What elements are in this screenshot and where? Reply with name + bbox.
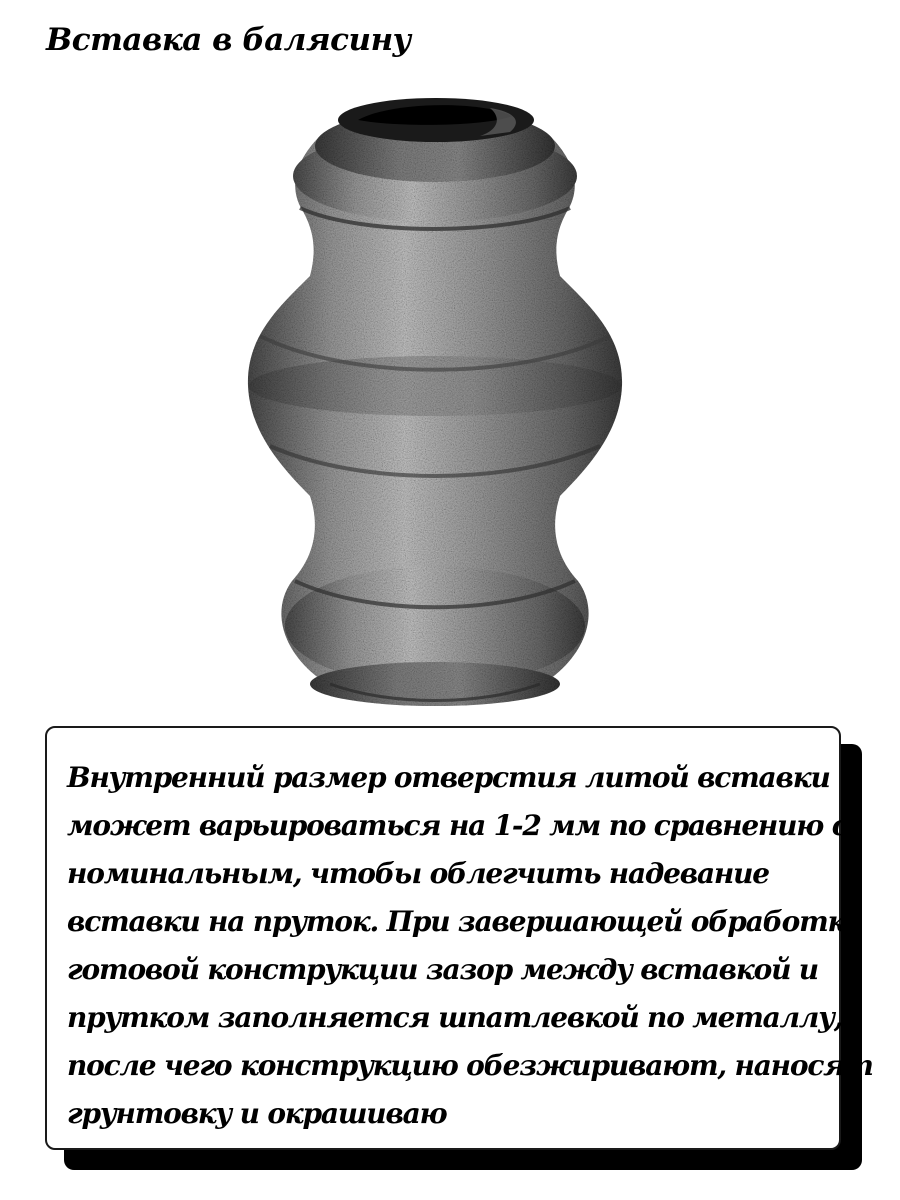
- page-title: Вставка в балясину: [46, 22, 411, 58]
- description-line: Внутренний размер отверстия литой вставки: [67, 761, 830, 794]
- description-line: может варьироваться на 1-2 мм по сравнению с: [67, 809, 848, 842]
- description-line: вставки на пруток. При завершающей обработке: [67, 905, 862, 938]
- description-card: [45, 726, 873, 1150]
- description-line: прутком заполняется шпатлевкой по металлу,: [67, 1001, 843, 1034]
- description-line: готовой конструкции зазор между вставкой и: [67, 953, 818, 986]
- cast-iron-baluster-insert-icon: [240, 86, 630, 726]
- description-line: номинальным, чтобы облегчить надевание: [67, 857, 769, 890]
- description-text: [67, 754, 873, 1138]
- description-line: после чего конструкцию обезжиривают, наносят: [67, 1049, 873, 1082]
- description-line: грунтовку и окрашиваю: [67, 1097, 447, 1130]
